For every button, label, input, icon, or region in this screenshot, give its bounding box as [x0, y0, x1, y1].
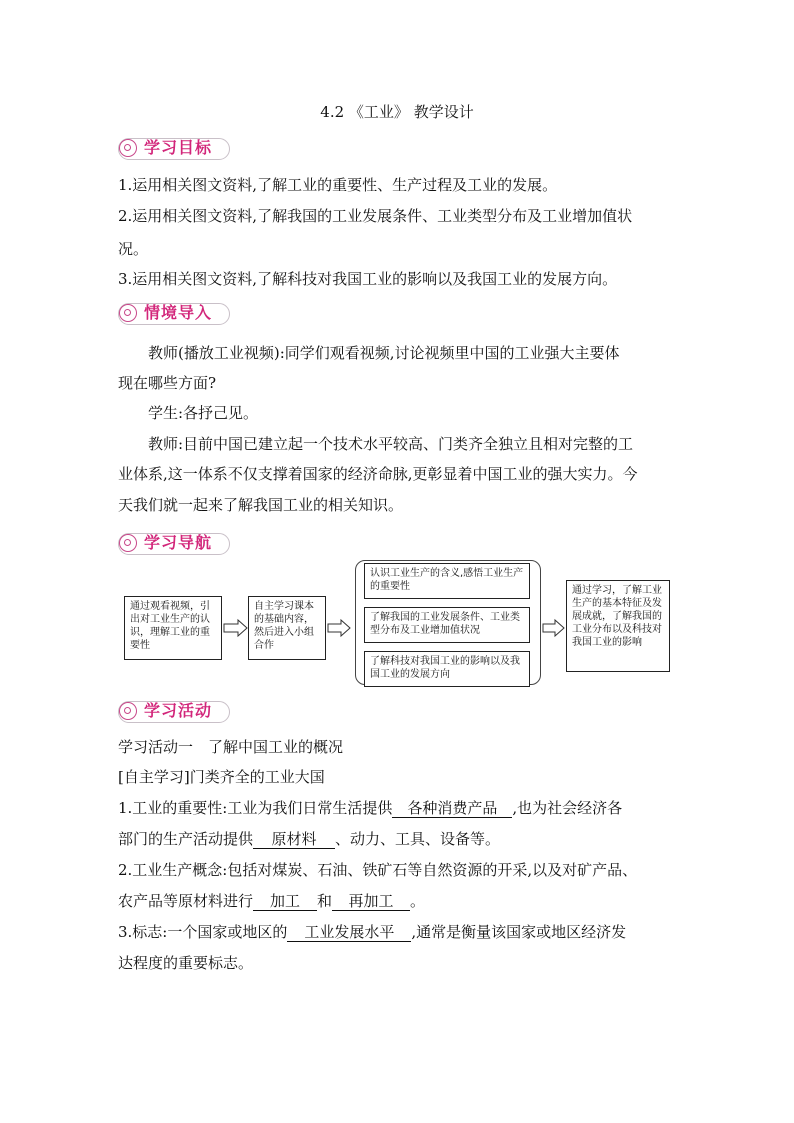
flow-box-selfstudy: 自主学习课本的基础内容，然后进入小组合作: [248, 596, 326, 660]
flow-box-summary: 通过学习，了解工业生产的基本特征及发展成就，了解我国的工业分布以及科技对我国工业的影响: [566, 580, 670, 672]
badge-icon: [119, 702, 137, 720]
goal-line: 2.运用相关图文资料,了解我国的工业发展条件、工业类型分布及工业增加值状: [118, 207, 633, 225]
activity-item-2-cont: 农产品等原材料进行 加工 和 再加工 。: [118, 892, 426, 910]
activity-subheading: [自主学习]门类齐全的工业大国: [118, 768, 325, 786]
fill-blank: 各种消费产品: [392, 799, 512, 818]
goal-line: 况。: [118, 240, 149, 258]
intro-line: 教师:目前中国已建立起一个技术水平较高、门类齐全独立且相对完整的工: [148, 435, 634, 453]
flow-box-concept: 认识工业生产的含义,感悟工业生产的重要性: [364, 563, 530, 599]
fill-blank: 工业发展水平: [287, 923, 411, 942]
fill-blank: 原材料: [253, 830, 335, 849]
goal-line: 3.运用相关图文资料,了解科技对我国工业的影响以及我国工业的发展方向。: [118, 270, 618, 288]
activity-heading: 学习活动一 了解中国工业的概况: [118, 738, 344, 756]
goal-line: 1.运用相关图文资料,了解工业的重要性、生产过程及工业的发展。: [118, 176, 558, 194]
activity-item-2: 2.工业生产概念:包括对煤炭、石油、铁矿石等自然资源的开采,以及对矿产品、: [118, 861, 638, 879]
activity-item-1-cont: 部门的生产活动提供 原材料 、动力、工具、设备等。: [118, 830, 501, 848]
intro-line: 业体系,这一体系不仅支撑着国家的经济命脉,更彰显着中国工业的强大实力。今: [118, 465, 638, 483]
section-badge-activity: [118, 701, 230, 723]
flow-box-conditions: 了解我国的工业发展条件、工业类型分布及工业增加值状况: [364, 607, 530, 643]
section-title-nav: 学习导航: [144, 533, 213, 552]
fill-blank: 再加工: [332, 892, 410, 911]
section-title-activity: 学习活动: [144, 701, 213, 720]
intro-line: 教师(播放工业视频):同学们观看视频,讨论视频里中国的工业强大主要体: [148, 344, 620, 362]
fill-blank: 加工: [253, 892, 317, 911]
flow-arrow: [224, 620, 247, 636]
intro-line: 天我们就一起来了解我国工业的相关知识。: [118, 496, 404, 514]
activity-item-1: 1.工业的重要性:工业为我们日常生活提供 各种消费产品 ,也为社会经济各: [118, 799, 623, 817]
flow-arrow: [328, 620, 350, 636]
intro-line: 学生:各抒己见。: [148, 404, 259, 422]
activity-item-3: 3.标志:一个国家或地区的 工业发展水平 ,通常是衡量该国家或地区经济发: [118, 923, 627, 941]
flow-arrow: [543, 620, 564, 636]
activity-item-3-cont: 达程度的重要标志。: [118, 954, 254, 972]
flow-box-technology: 了解科技对我国工业的影响以及我国工业的发展方向: [364, 651, 530, 687]
section-title-goals: 学习目标: [144, 138, 213, 157]
intro-line: 现在哪些方面?: [118, 374, 217, 392]
page-title: 4.2 《工业》 教学设计: [320, 103, 474, 121]
section-title-intro: 情境导入: [144, 303, 213, 322]
flow-box-video: 通过观看视频，引出对工业生产的认识，理解工业的重要性: [124, 596, 222, 660]
